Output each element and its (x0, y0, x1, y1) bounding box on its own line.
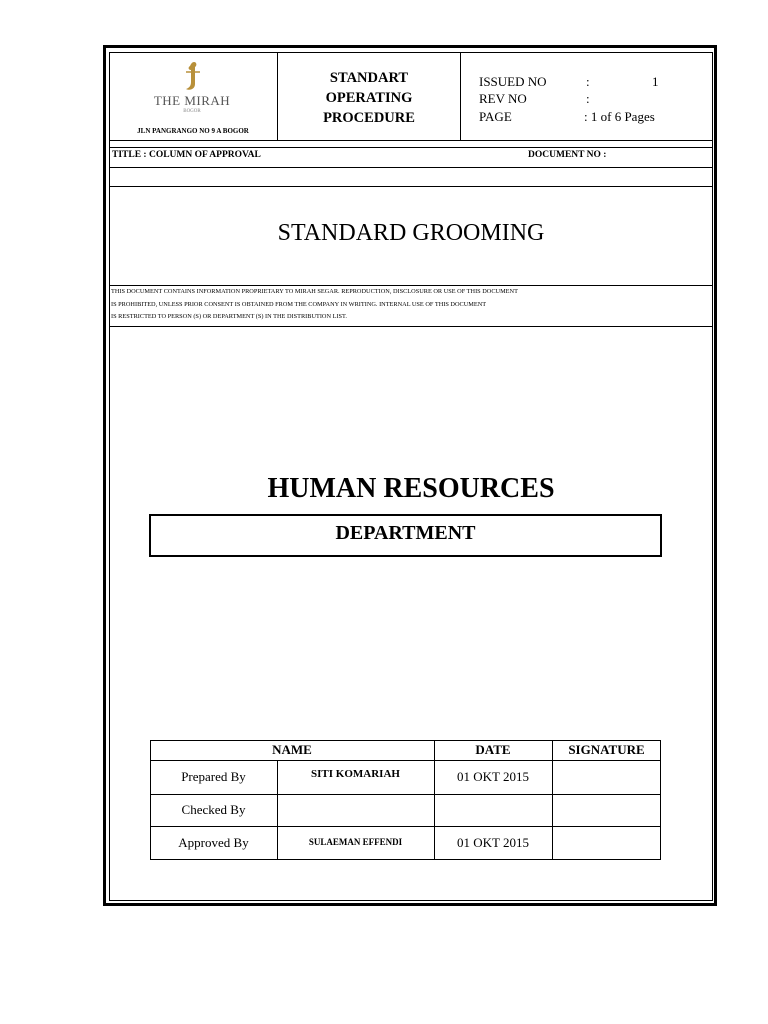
sop-title-line2: OPERATING (325, 90, 413, 106)
company-address: JLN PANGRANGO NO 9 A BOGOR (137, 127, 249, 135)
table-row-checked-role: Checked By (181, 802, 246, 817)
sop-title (278, 68, 460, 128)
company-logo (150, 58, 234, 120)
table-row-line-1 (150, 794, 661, 795)
disclaimer (111, 286, 518, 324)
page-value: : 1 of 6 Pages (584, 109, 655, 124)
document-title: TITLE : COLUMN OF APPROVAL (112, 150, 261, 160)
header-divider-right (460, 52, 461, 140)
header-bottom-line (109, 140, 713, 141)
table-header-date: DATE (475, 742, 511, 757)
issued-no-separator: : (586, 74, 590, 89)
table-row-approved-name: SULAEMAN EFFENDI (308, 837, 403, 847)
table-row-prepared-date: 01 OKT 2015 (457, 769, 529, 784)
table-row-approved-date: 01 OKT 2015 (457, 835, 529, 850)
table-row-prepared-name: SITI KOMARIAH (311, 768, 400, 780)
table-header-name: NAME (272, 742, 312, 757)
page-label: PAGE (479, 109, 512, 124)
rev-no-label: REV NO (479, 91, 527, 106)
department-name: HUMAN RESOURCES (267, 473, 555, 504)
disclaimer-line2: IS PROHIBITED, UNLESS PRIOR CONSENT IS OBTAINED FROM THE COMPANY IN WRITING. INTERNAL USE OF THIS DOCUMENT (111, 300, 487, 308)
table-row-line-2 (150, 826, 661, 827)
issued-no-value: 1 (652, 74, 659, 89)
logo-mark-icon (150, 58, 234, 94)
title-row-bottom-line (109, 167, 713, 168)
table-col-divider-3 (552, 740, 553, 860)
sop-title-line3: PROCEDURE (323, 110, 415, 126)
disclaimer-line3: IS RESTRICTED TO PERSON (S) OR DEPARTMENT (S) IN THE DISTRIBUTION LIST. (111, 313, 347, 320)
table-row-approved-role: Approved By (178, 835, 249, 850)
table-header-signature: SIGNATURE (568, 742, 645, 757)
logo-subtext: BOGOR (183, 109, 201, 114)
disclaimer-bottom-line (109, 326, 713, 327)
logo-text: THE MIRAH (153, 93, 231, 108)
disclaimer-line1: THIS DOCUMENT CONTAINS INFORMATION PROPRIETARY TO MIRAH SEGAR. REPRODUCTION, DISCLOSURE OR USE OF THIS DOCUMENT (111, 288, 518, 295)
table-row-prepared-role: Prepared By (181, 769, 246, 784)
title-row-top-line (109, 147, 713, 148)
sop-title-line1: STANDART (329, 70, 409, 86)
department-label: DEPARTMENT (335, 522, 476, 544)
document-number-label: DOCUMENT NO : (528, 150, 607, 160)
rev-no-separator: : (586, 91, 590, 106)
main-heading: STANDARD GROOMING (277, 220, 545, 246)
issued-no-label: ISSUED NO (479, 74, 547, 89)
table-header-line (150, 760, 661, 761)
blank-row-bottom-line (109, 186, 713, 187)
